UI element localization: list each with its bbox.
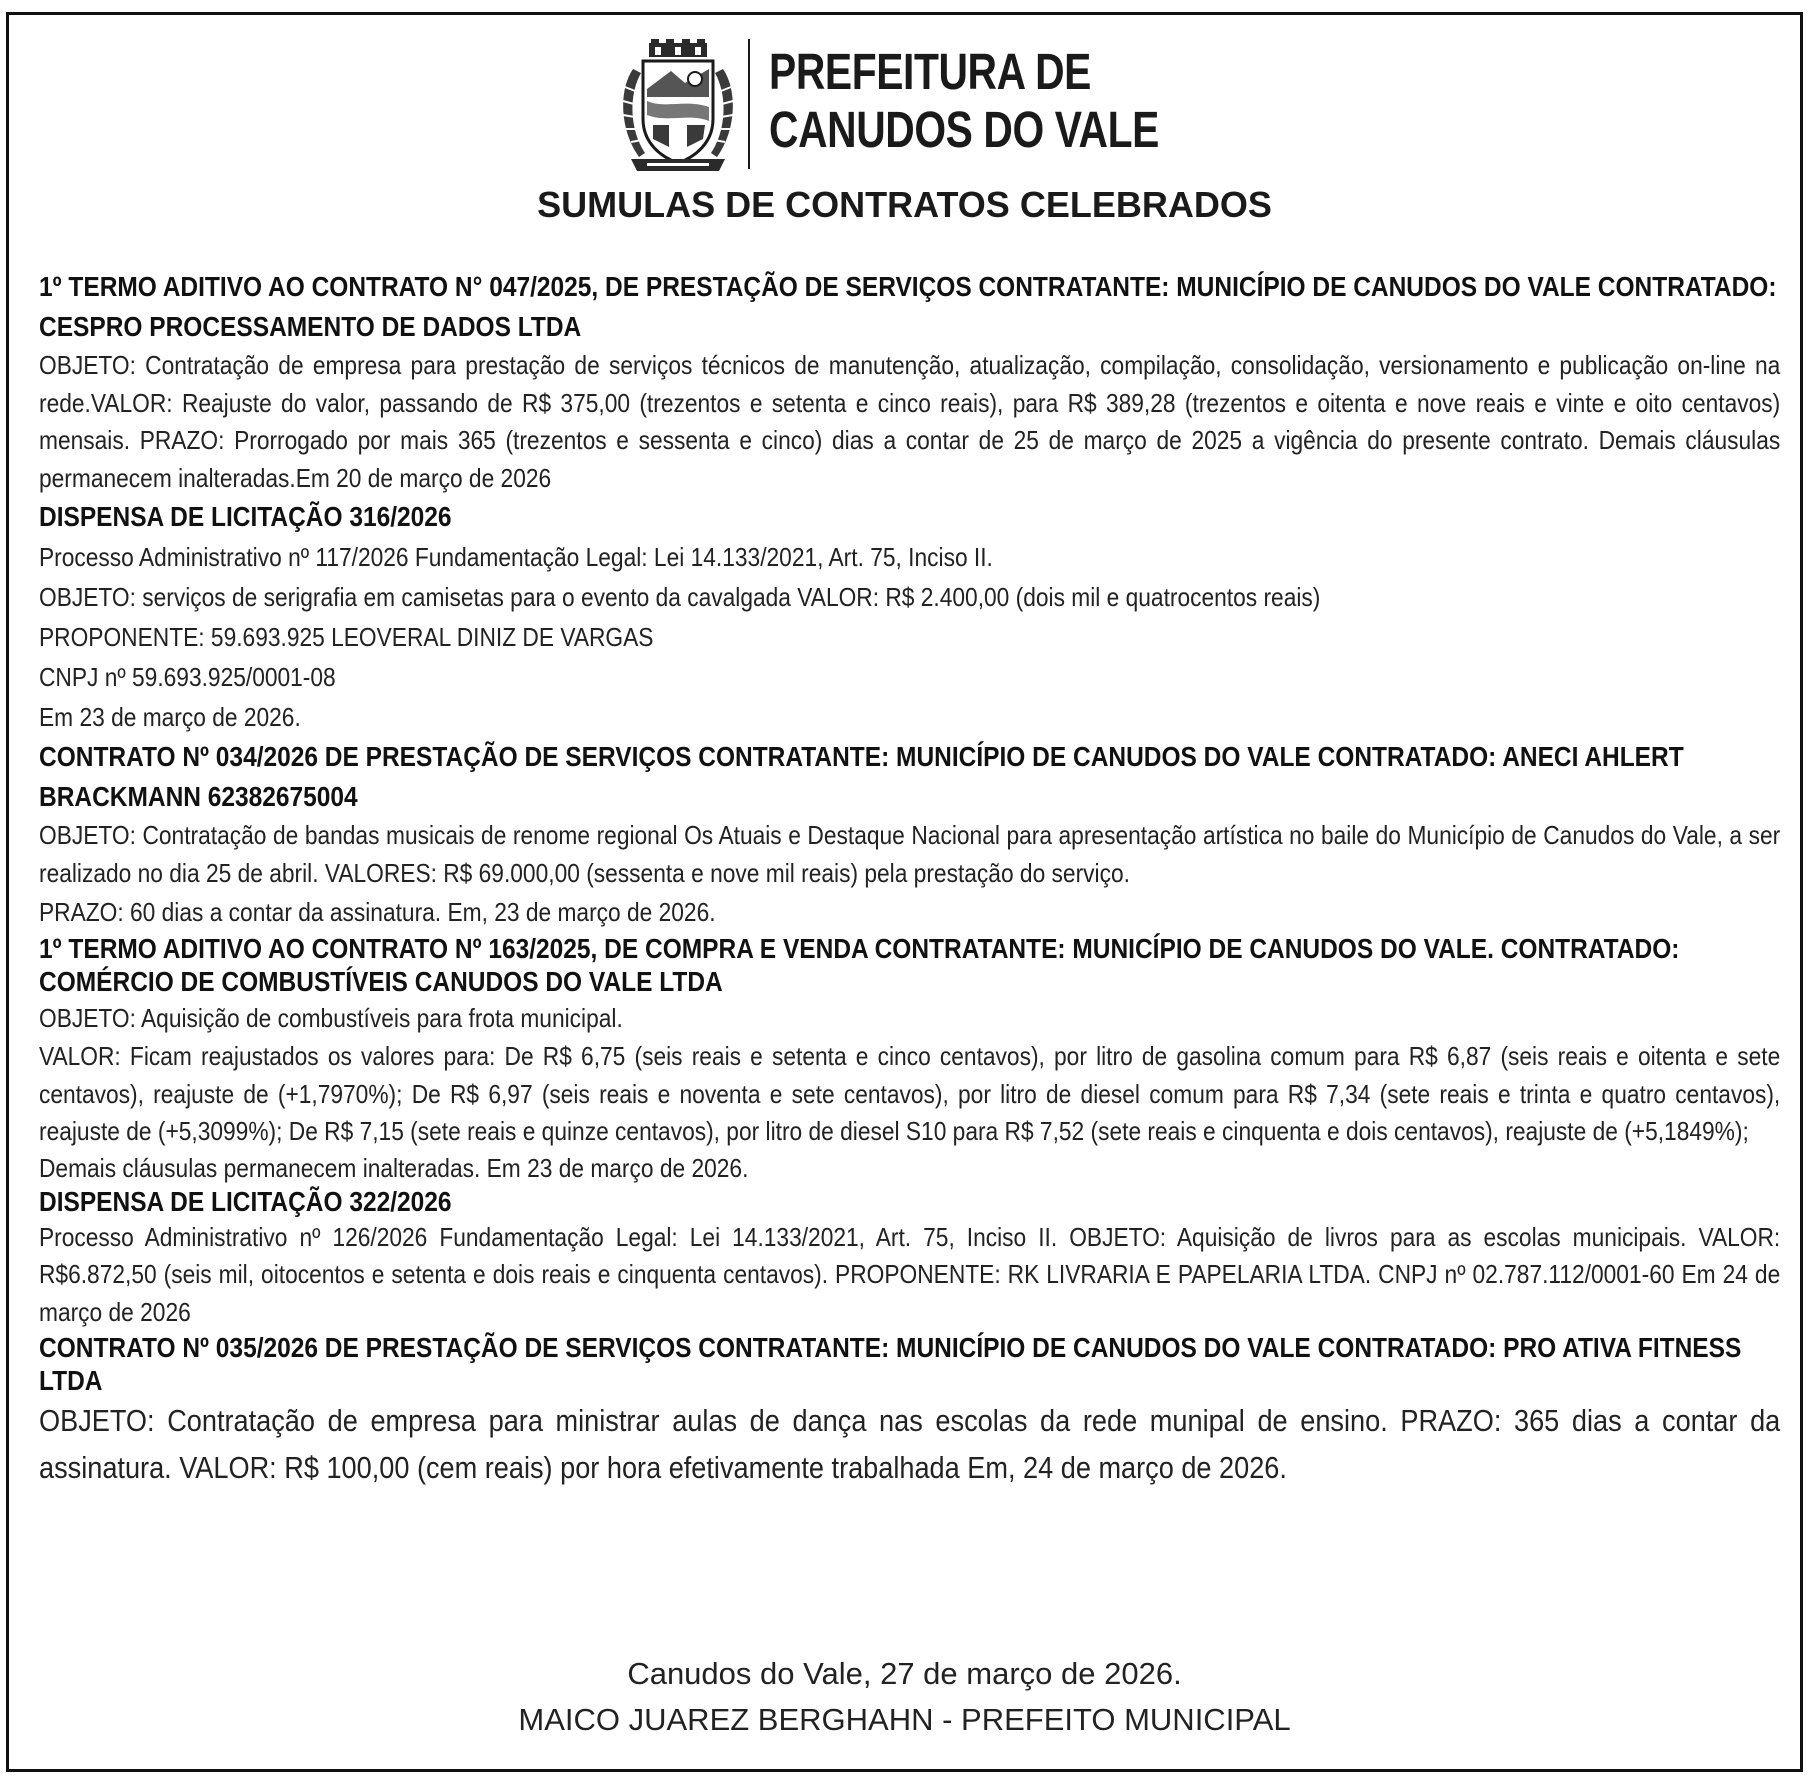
section-line: OBJETO: Aquisição de combustíveis para frota municipal. [39, 1003, 623, 1033]
section-body: Processo Administrativo nº 126/2026 Fundamentação Legal: Lei 14.133/2021, Art. 75, Inciso II. OBJETO: Aquisição de livros para as escolas municipais. VALOR: R$6.872,50 (seis mil, oitocentos e setenta e dois reais e cinquenta centavos). PROPONENTE: RK LIVRARIA E PAPELARIA LTDA. CNPJ nº 02.787.112/0001-60 Em 24 de março de 2026 [39, 1221, 1781, 1327]
place-date: Canudos do Vale, 27 de março de 2026. [627, 1656, 1182, 1691]
section-line: Processo Administrativo nº 117/2026 Fundamentação Legal: Lei 14.133/2021, Art. 75, Inciso II. [39, 542, 993, 572]
publication-notice [6, 12, 1803, 1772]
document-title: SUMULAS DE CONTRATOS CELEBRADOS [537, 184, 1272, 225]
header-divider [748, 39, 750, 169]
content [39, 267, 1780, 1491]
section-line: Demais cláusulas permanecem inalteradas. Em 23 de março de 2026. [39, 1152, 749, 1183]
section-line: Em 23 de março de 2026. [39, 702, 301, 732]
organization-name-line2: CANUDOS DO VALE [769, 101, 1159, 158]
municipal-coat-of-arms-icon [609, 39, 747, 177]
section-heading: DISPENSA DE LICITAÇÃO 322/2026 [39, 1185, 452, 1217]
signatory: MAICO JUAREZ BERGHAHN - PREFEITO MUNICIPAL [518, 1702, 1291, 1737]
section-heading: 1º TERMO ADITIVO AO CONTRATO N° 047/2025, DE PRESTAÇÃO DE SERVIÇOS CONTRATANTE: MUNICÍPIO DE CANUDOS DO VALE CONTRATADO: CESPRO PROCESSAMENTO DE DADOS LTDA [39, 271, 1777, 342]
section-line: PRAZO: 60 dias a contar da assinatura. Em, 23 de março de 2026. [39, 897, 716, 927]
section-body: OBJETO: Contratação de bandas musicais de renome regional Os Atuais e Destaque Nacional para apresentação artística no baile do Município de Canudos do Vale, a ser realizado no dia 25 de abril. VALORES: R$ 69.000,00 (sessenta e nove mil reais) pela prestação do serviço. [39, 820, 1781, 888]
section-heading: CONTRATO Nº 035/2026 DE PRESTAÇÃO DE SERVIÇOS CONTRATANTE: MUNICÍPIO DE CANUDOS DO VALE CONTRATADO: PRO ATIVA FITNESS LTDA [39, 1332, 1742, 1396]
section-heading: 1º TERMO ADITIVO AO CONTRATO Nº 163/2025, DE COMPRA E VENDA CONTRATANTE: MUNICÍPIO DE CANUDOS DO VALE. CONTRATADO: COMÉRCIO DE COMBUSTÍVEIS CANUDOS DO VALE LTDA [39, 933, 1680, 997]
section-body: OBJETO: Contratação de empresa para ministrar aulas de dança nas escolas da rede munipal de ensino. PRAZO: 365 dias a contar da assinatura. VALOR: R$ 100,00 (cem reais) por hora efetivamente trabalhada Em, 24 de março de 2026. [39, 1403, 1781, 1485]
header [9, 25, 1800, 175]
section-heading: DISPENSA DE LICITAÇÃO 316/2026 [39, 501, 452, 532]
signature-block [9, 1651, 1800, 1743]
section-line: CNPJ nº 59.693.925/0001-08 [39, 662, 336, 692]
organization-name-line1: PREFEITURA DE [769, 43, 1091, 100]
section-heading: CONTRATO Nº 034/2026 DE PRESTAÇÃO DE SERVIÇOS CONTRATANTE: MUNICÍPIO DE CANUDOS DO VALE CONTRATADO: ANECI AHLERT BRACKMANN 62382675004 [39, 741, 1684, 812]
organization-name [769, 43, 1159, 159]
section-body: OBJETO: Contratação de empresa para prestação de serviços técnicos de manutenção, atualização, compilação, consolidação, versionamento e publicação on-line na rede.VALOR: Reajuste do valor, passando de R$ 375,00 (trezentos e setenta e cinco reais), para R$ 389,28 (trezentos e oitenta e nove reais e vinte e oito centavos) mensais. PRAZO: Prorrogado por mais 365 (trezentos e sessenta e cinco) dias a contar de 25 de março de 2025 a vigência do presente contrato. Demais cláusulas permanecem inalteradas.Em 20 de março de 2026 [39, 350, 1781, 493]
section-line: PROPONENTE: 59.693.925 LEOVERAL DINIZ DE VARGAS [39, 622, 654, 652]
section-body: VALOR: Ficam reajustados os valores para: De R$ 6,75 (seis reais e setenta e cinco centavos), por litro de gasolina comum para R$ 6,87 (seis reais e oitenta e sete centavos), reajuste de (+1,7970%); De R$ 6,97 (seis reais e noventa e sete centavos), por litro de diesel comum para R$ 7,34 (sete reais e trinta e quatro centavos), reajuste de (+5,3099%); De R$ 7,15 (sete reais e quinze centavos), por litro de diesel S10 para R$ 7,52 (sete reais e cinquenta e dois centavos), reajuste de (+5,1849%); [39, 1041, 1781, 1146]
section-line: OBJETO: serviços de serigrafia em camisetas para o evento da cavalgada VALOR: R$ 2.400,00 (dois mil e quatrocentos reais) [39, 582, 1321, 612]
